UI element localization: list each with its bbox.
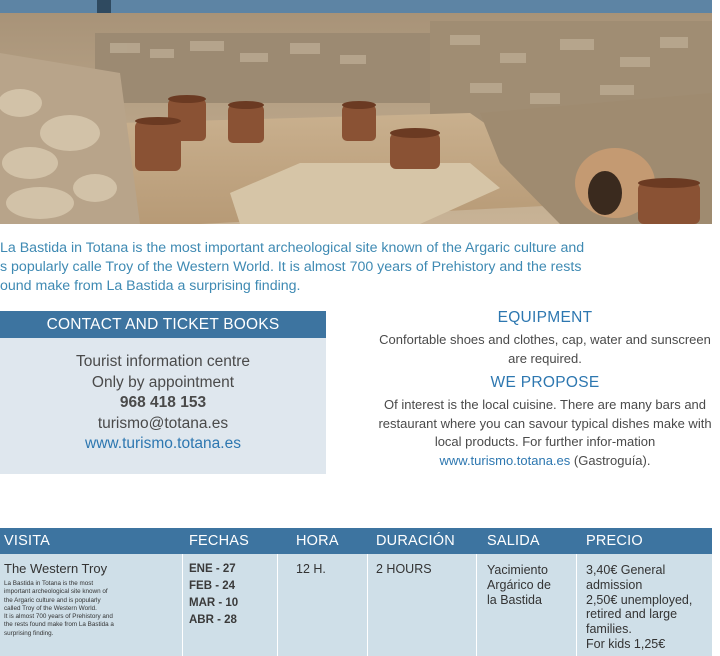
contact-box [0, 311, 326, 474]
visit-description: La Bastida in Totana is the most important archeological site known of the Argaric culture and is popularly called Troy of the Western World. It is almost 700 years of Prehistory and the rests found make from La Bastida a surprising finding. [4, 580, 114, 637]
header-precio: PRECIO [586, 533, 643, 549]
propose-title: WE PROPOSE [490, 374, 600, 391]
table-header [0, 528, 712, 554]
propose-text-after: (Gastroguía). [570, 452, 651, 468]
contact-appointment: Only by appointment [91, 373, 235, 391]
date-item: ENE - 27 [189, 563, 236, 575]
equipment-title: EQUIPMENT [497, 309, 593, 326]
intro-paragraph: La Bastida in Totana is the most important archeological site known of the Argaric culture and s popularly calle Troy of the Western World. It is almost 700 years of Prehistory and the rests ound make from La Bastida a surprising finding. [0, 240, 585, 294]
visit-table [0, 528, 712, 656]
departure-value [487, 563, 551, 608]
propose-link[interactable]: www.turismo.totana.es [439, 452, 571, 468]
header-duracion: DURACIÓN [376, 533, 455, 549]
archaeological-site-image [0, 13, 712, 224]
price-line: retired and large [586, 607, 678, 622]
column-divider [182, 554, 183, 656]
price-line: families. [586, 622, 632, 637]
column-divider [367, 554, 368, 656]
info-column [375, 308, 715, 470]
price-value [586, 563, 692, 652]
price-line: 2,50€ unemployed, [586, 592, 693, 607]
duration-value: 2 HOURS [376, 562, 432, 576]
price-line: 3,40€ General [586, 563, 666, 577]
dates-list [189, 561, 238, 629]
contact-centre: Tourist information centre [75, 353, 251, 370]
price-line: admission [586, 577, 643, 592]
contact-email[interactable]: turismo@totana.es [97, 414, 229, 432]
contact-title: CONTACT AND TICKET BOOKS [0, 311, 326, 338]
header-fechas: FECHAS [189, 533, 250, 549]
visit-title: The Western Troy [4, 561, 108, 576]
departure-line: Yacimiento [487, 563, 548, 577]
column-divider [476, 554, 477, 656]
departure-line: Argárico de [487, 578, 551, 592]
header-visita: VISITA [4, 533, 51, 549]
hero-photo [0, 0, 712, 224]
date-item: ABR - 28 [189, 614, 237, 626]
column-divider [277, 554, 278, 656]
column-divider [576, 554, 577, 656]
date-item: MAR - 10 [189, 597, 239, 609]
banner-divider [97, 0, 111, 13]
hour-value: 12 H. [296, 562, 326, 576]
header-salida: SALIDA [487, 533, 540, 549]
date-item: FEB - 24 [189, 580, 236, 592]
top-banner-strip [0, 0, 712, 13]
header-hora: HORA [296, 533, 339, 549]
contact-body [0, 338, 326, 455]
price-line: For kids 1,25€ [586, 636, 666, 651]
contact-phone[interactable]: 968 418 153 [119, 394, 207, 411]
equipment-text: Confortable shoes and clothes, cap, water and sunscreen are required. [379, 332, 711, 366]
departure-line: la Bastida [487, 593, 542, 607]
contact-website-link[interactable]: www.turismo.totana.es [85, 435, 241, 452]
propose-text-before: Of interest is the local cuisine. There are many bars and restaurant where you can savour typical dishes make with local products. For further infor-mation [378, 397, 712, 449]
propose-text [375, 396, 715, 470]
